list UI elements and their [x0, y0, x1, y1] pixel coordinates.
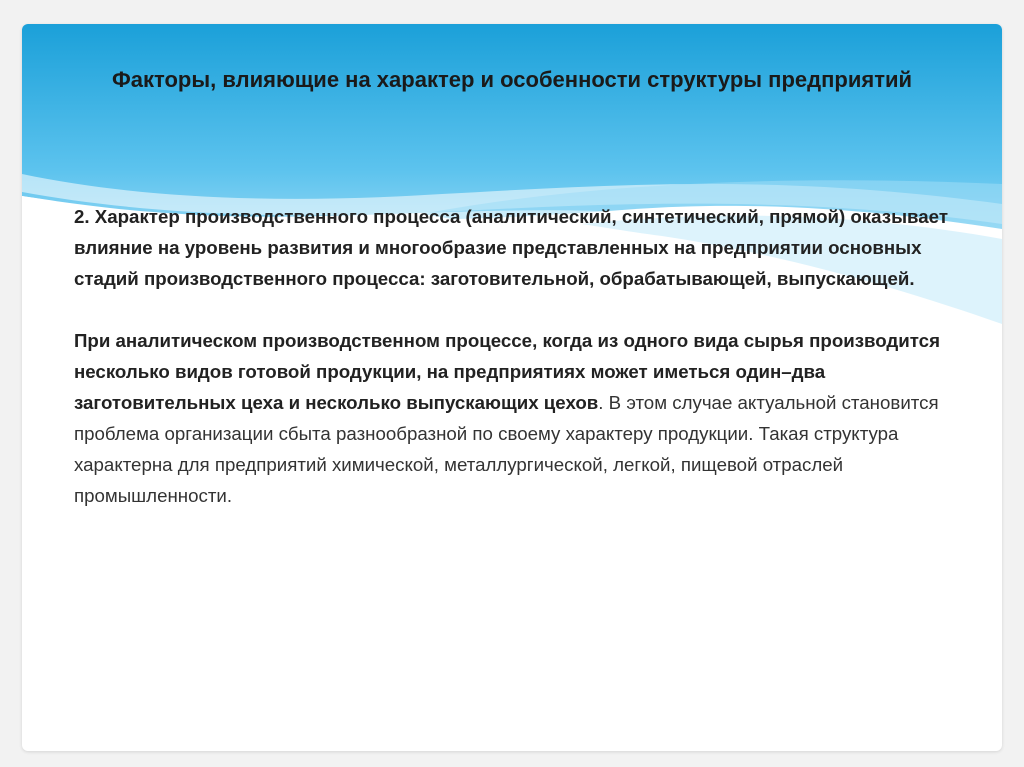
paragraph-2-bold: При аналитическом производственном процессе, когда из одного вида сырья производится несколько видов готовой продукции, на предприятиях может иметься один–два заготовительных цеха и несколько выпускающих цехов [74, 330, 940, 413]
paragraph-2-normal: . В этом случае актуальной становится проблема организации сбыта разнообразной по своему характеру продукции. Такая структура характерна для предприятий химической, металлургической, легкой, пищевой отраслей промышленности. [74, 392, 939, 506]
paragraph-1: 2. Характер производственного процесса (аналитический, синтетический, прямой) оказывает влияние на уровень развития и многообразие представленных на предприятии основных стадий производственного процесса: заготовительной, обрабатывающей, выпускающей. [74, 206, 948, 289]
slide-body [74, 201, 954, 511]
slide-title: Факторы, влияющие на характер и особенности структуры предприятий [111, 67, 913, 92]
paragraph-2 [74, 325, 954, 511]
slide [22, 24, 1002, 751]
